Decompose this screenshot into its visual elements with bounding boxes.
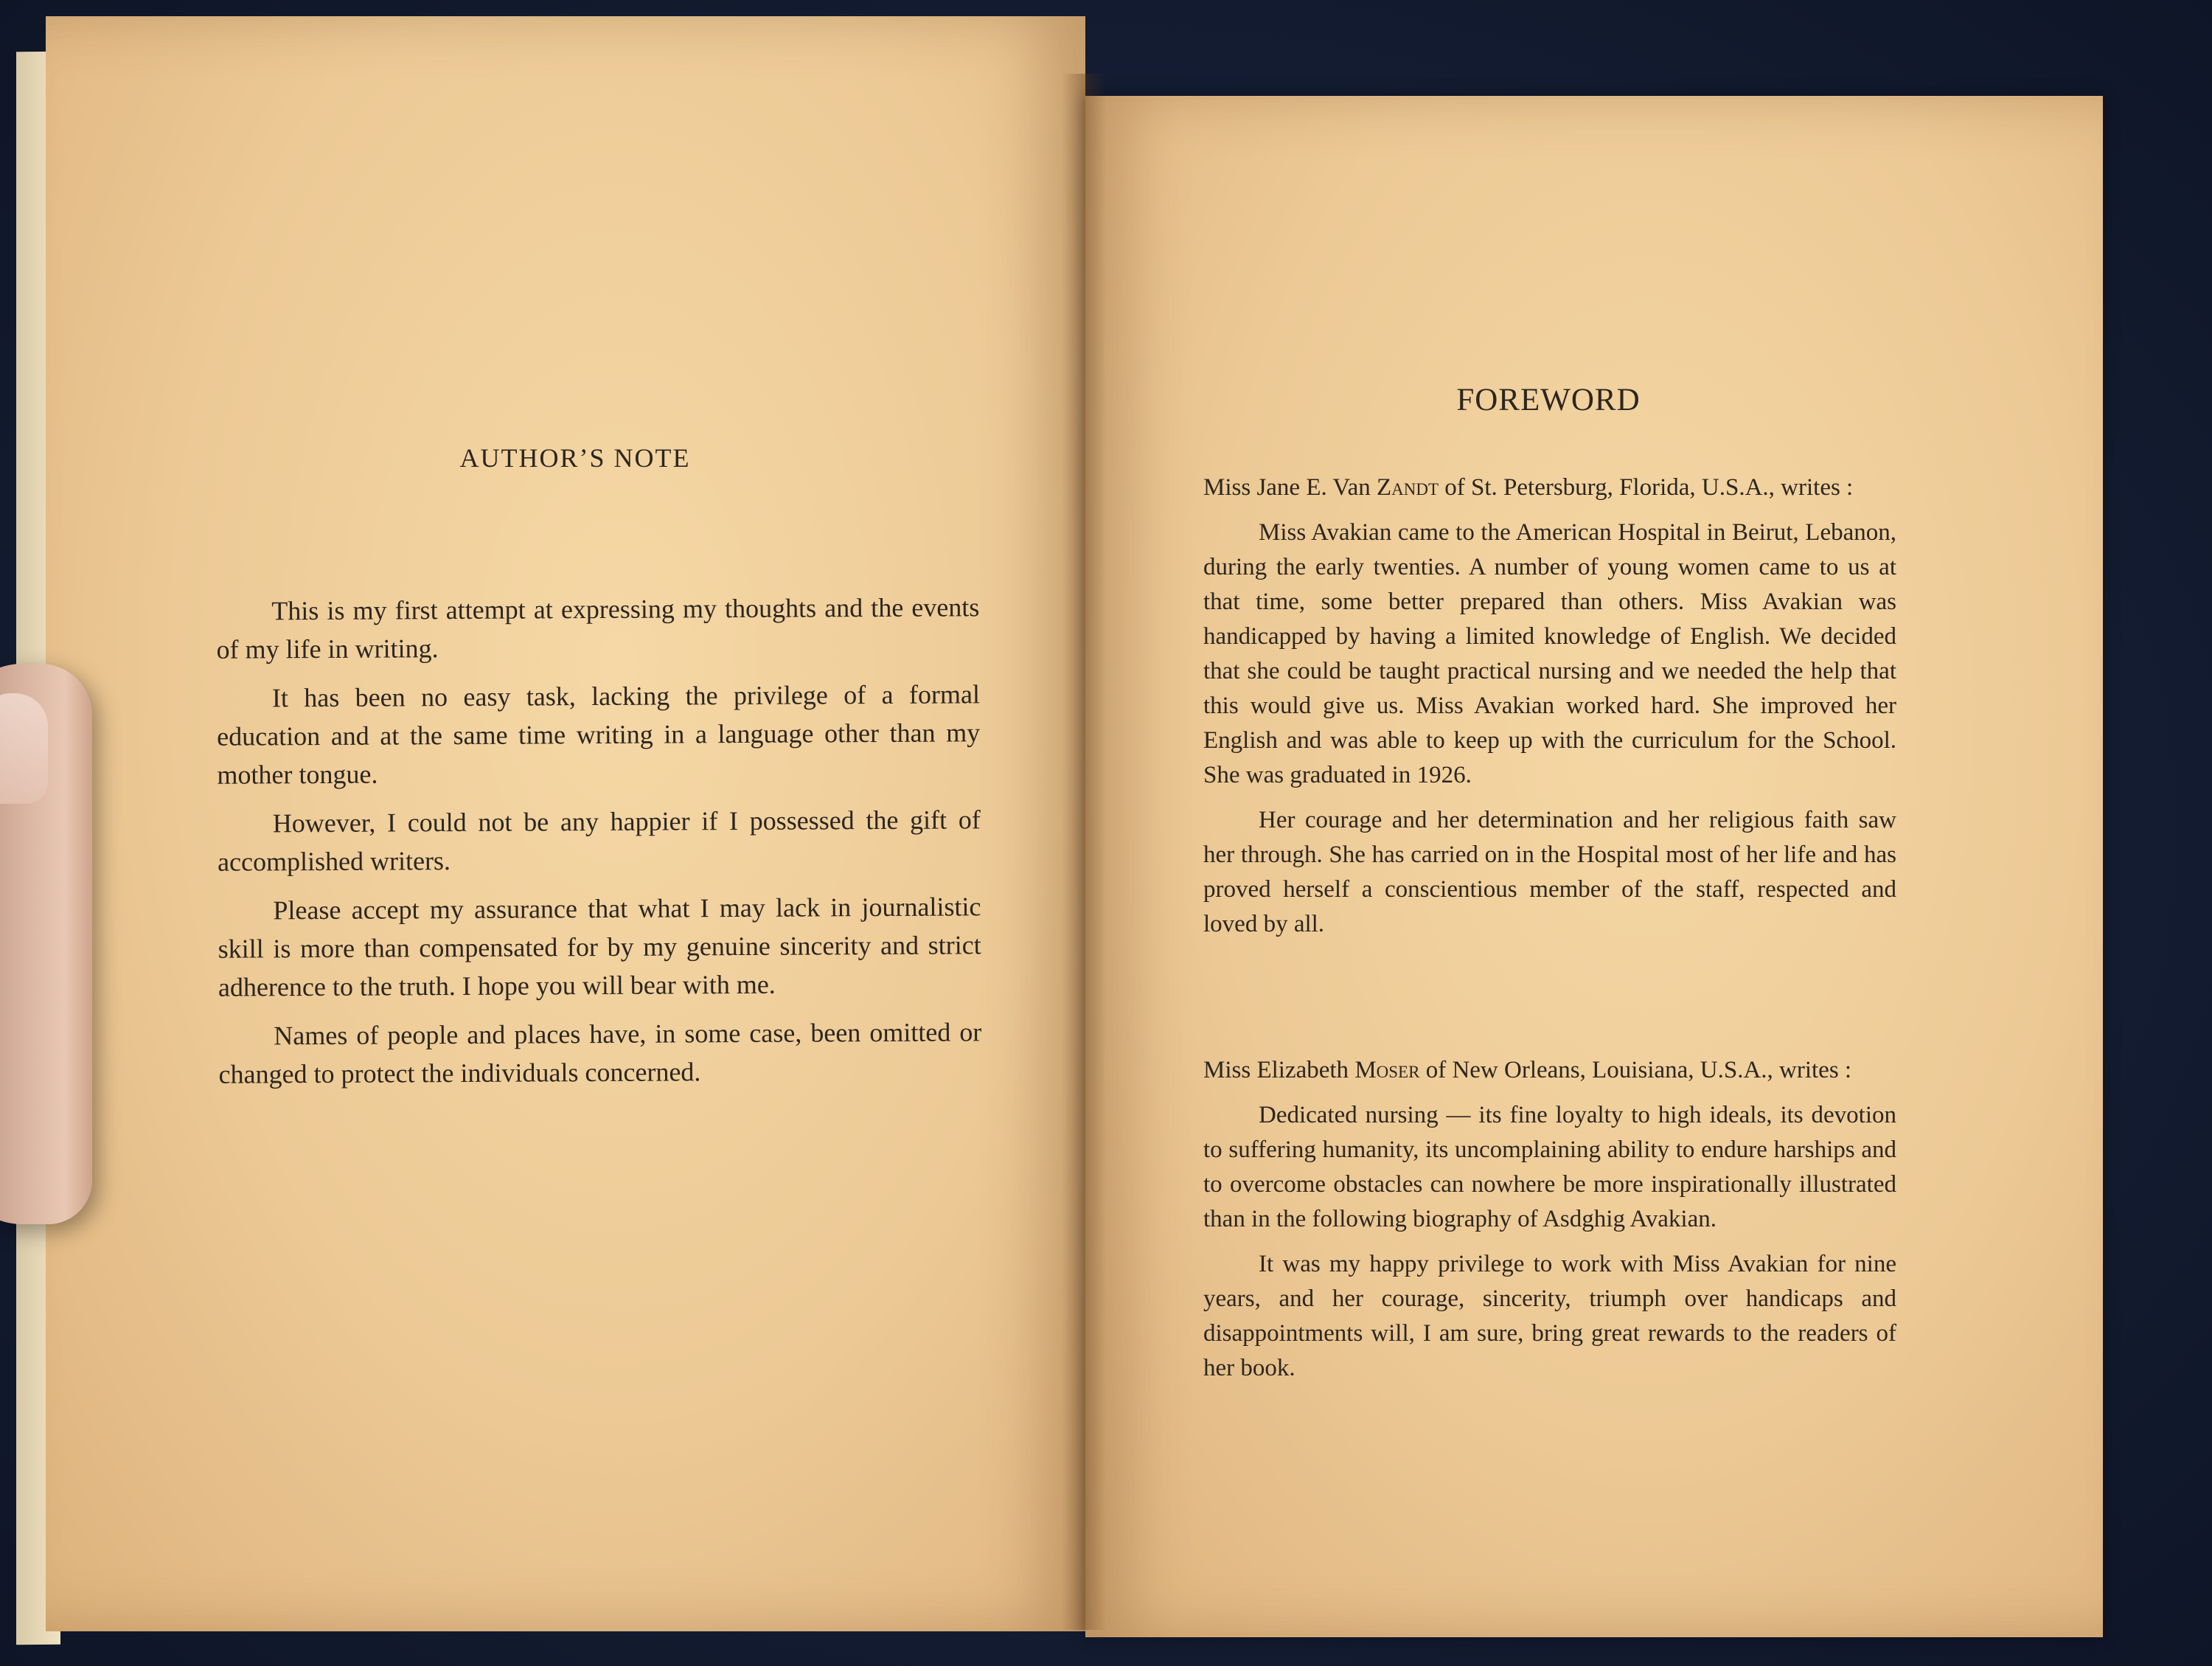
authors-note-body bbox=[216, 588, 982, 1103]
foreword-paragraph: Dedicated nursing — its fine loyalty to high ideals, its devotion to suffering humanity, its uncomplaining ability to endure harships and to overcome obstacles can nowhere be more inspirationally illustrated than in the following biography of Asdghig Avakian. bbox=[1203, 1102, 1896, 1232]
foreword-paragraph: Her courage and her determination and her religious faith saw her through. She has carried on in the Hospital most of her life and has proved herself a conscientious member of the staff, respected and loved by all. bbox=[1203, 807, 1896, 937]
holding-thumb bbox=[0, 664, 92, 1224]
writer-intro-pre: Miss Jane E. Van bbox=[1203, 474, 1377, 501]
writer-surname: Moser bbox=[1354, 1057, 1420, 1083]
authors-note-paragraph: Please accept my assurance that what I may lack in journalistic skill is more than compensated for by my genuine sincerity and strict adherence to the truth. I hope you will bear with me. bbox=[218, 892, 981, 1002]
foreword-section-moser bbox=[1203, 1053, 1896, 1396]
writer-intro-post: of New Orleans, Louisiana, U.S.A., writes : bbox=[1419, 1057, 1852, 1083]
thumbnail-nail bbox=[0, 693, 48, 804]
authors-note-paragraph: Names of people and places have, in some case, been omitted or changed to protect the individuals concerned. bbox=[218, 1017, 982, 1089]
foreword-section-van-zandt bbox=[1203, 471, 1896, 952]
authors-note-paragraph: However, I could not be any happier if I possessed the gift of accomplished writers. bbox=[218, 805, 981, 877]
writer-intro-pre: Miss Elizabeth bbox=[1203, 1057, 1355, 1083]
book-gutter bbox=[1062, 74, 1106, 1630]
authors-note-paragraph: It has been no easy task, lacking the privilege of a formal education and at the same time writing in a language other than my mother tongue. bbox=[217, 679, 981, 790]
foreword-paragraph: It was my happy privilege to work with Miss Avakian for nine years, and her courage, sincerity, triumph over handicaps and disappointments will, I am sure, bring great rewards to the readers of her book. bbox=[1203, 1251, 1896, 1381]
foreword-paragraph: Miss Avakian came to the American Hospital in Beirut, Lebanon, during the early twenties. A number of young women came to us at that time, some better prepared than others. Miss Avakian was handicapped by having a limited knowledge of English. We decided that she could be taught practical nursing and we needed the help that this would give us. Miss Avakian worked hard. She improved her English and was able to keep up with the curriculum for the School. She was graduated in 1926. bbox=[1203, 519, 1896, 788]
writer-intro-post: of St. Petersburg, Florida, U.S.A., writes : bbox=[1439, 474, 1854, 501]
writer-intro bbox=[1203, 1053, 1896, 1088]
writer-intro bbox=[1203, 471, 1896, 505]
authors-note-paragraph: This is my first attempt at expressing my thoughts and the events of my life in writing. bbox=[216, 592, 980, 664]
foreword-heading: FOREWORD bbox=[1456, 383, 1641, 417]
writer-surname: Zandt bbox=[1376, 474, 1439, 501]
authors-note-heading: AUTHOR’S NOTE bbox=[459, 443, 691, 473]
